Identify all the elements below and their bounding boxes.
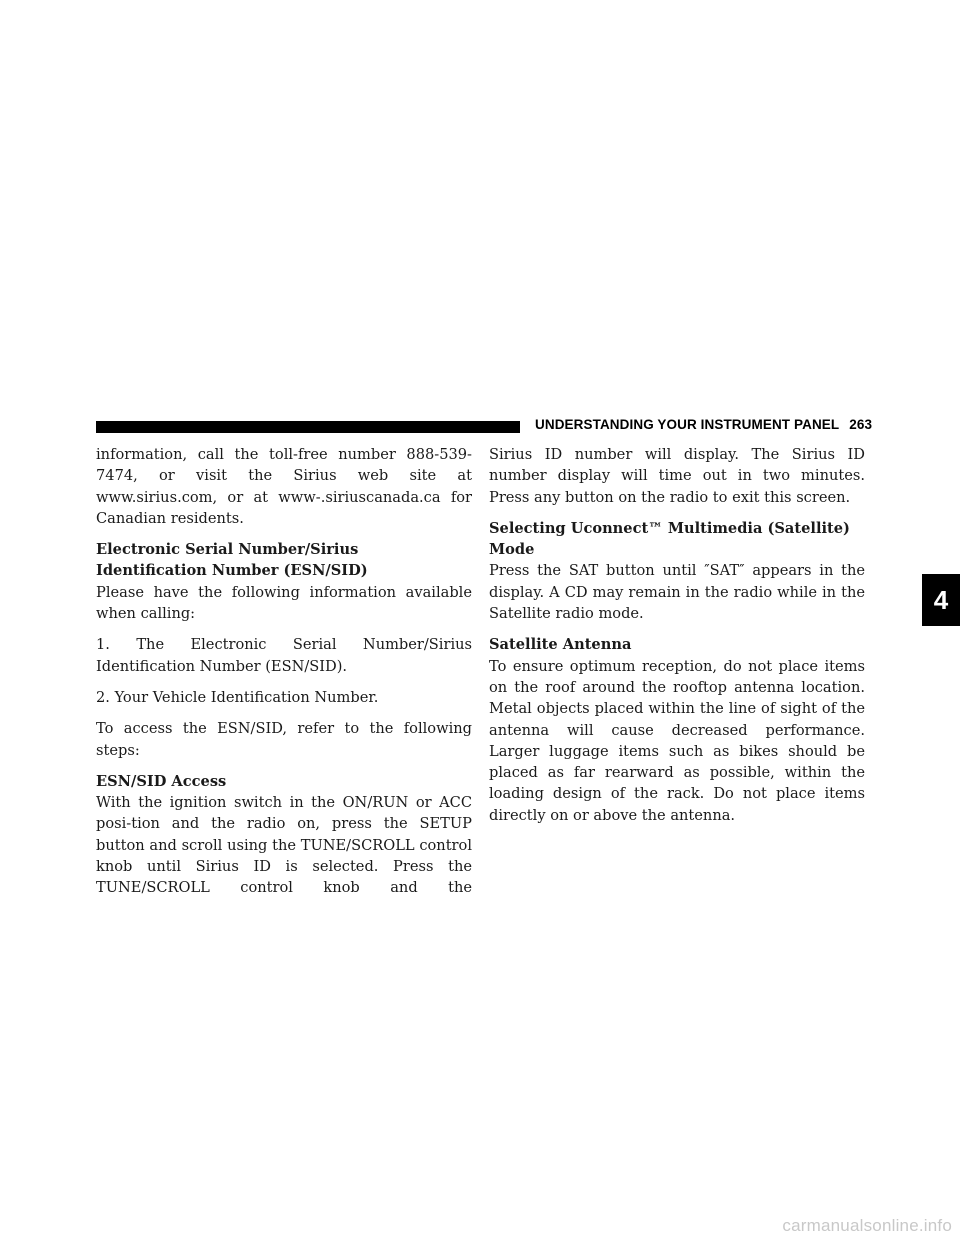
- section-heading-satellite-antenna: Satellite Antenna: [489, 636, 632, 654]
- paragraph: information, call the toll-free number 888-539-7474, or visit the Sirius web site at www.sirius.com, or at www-.siriuscanada.ca for Canadian residents.: [96, 446, 472, 527]
- list-item: 2. Your Vehicle Identification Number.: [96, 688, 379, 706]
- left-column: [96, 444, 472, 909]
- paragraph: Press the SAT button until ″SAT″ appears in the display. A CD may remain in the radio while in the Satellite radio mode.: [489, 562, 865, 623]
- section-heading-satellite-mode: Selecting Uconnect™ Multimedia (Satellite) Mode: [489, 519, 850, 559]
- page-number: 263: [849, 417, 873, 432]
- section-title: UNDERSTANDING YOUR INSTRUMENT PANEL: [535, 417, 840, 432]
- chapter-tab: 4: [922, 574, 960, 626]
- watermark: carmanualsonline.info: [782, 1216, 952, 1235]
- paragraph: To ensure optimum reception, do not place items on the roof around the rooftop antenna location. Metal objects placed within the line of sight of the antenna will cause decreased performance. Larger luggage items such as bikes should be placed as far rearward as possible, within the loading design of the rack. Do not place items directly on or above the antenna.: [489, 657, 865, 824]
- paragraph: To access the ESN/SID, refer to the following steps:: [96, 720, 472, 759]
- running-header: [535, 417, 872, 432]
- section-heading-esn-sid: Electronic Serial Number/Sirius Identification Number (ESN/SID): [96, 541, 368, 580]
- header-rule: [96, 421, 520, 433]
- right-column: [489, 444, 865, 836]
- paragraph: Please have the following information available when calling:: [96, 583, 472, 623]
- list-item: 1. The Electronic Serial Number/Sirius Identification Number (ESN/SID).: [96, 636, 472, 675]
- paragraph: Sirius ID number will display. The Sirius ID number display will time out in two minutes. Press any button on the radio to exit this screen.: [489, 446, 865, 506]
- section-heading-esn-sid-access: ESN/SID Access: [96, 772, 227, 790]
- paragraph: With the ignition switch in the ON/RUN or ACC posi-tion and the radio on, press the SETUP button and scroll using the TUNE/SCROLL control knob until Sirius ID is selected. Press the TUNE/SCROLL control knob and the: [96, 794, 472, 897]
